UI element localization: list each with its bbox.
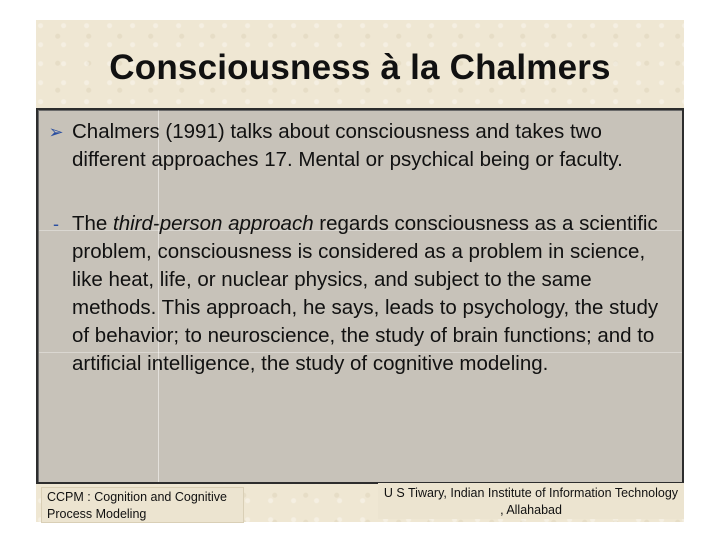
slide-title: Consciousness à la Chalmers <box>109 48 611 87</box>
bullet-emphasis: third-person approach <box>113 212 314 235</box>
footer-author: U S Tiwary, Indian Institute of Information Technology , Allahabad <box>378 483 684 519</box>
footer-course: CCPM : Cognition and Cognitive Process Modeling <box>41 487 244 523</box>
content-box <box>36 108 684 484</box>
bullet-item <box>53 210 672 378</box>
slide <box>36 20 684 522</box>
arrow-bullet-icon: ➢ <box>48 122 64 142</box>
dash-bullet-icon: - <box>53 214 59 234</box>
bullet-item <box>48 118 672 174</box>
bullet-text: Chalmers (1991) talks about consciousness and takes two different approaches 17. Mental or psychical being or faculty. <box>72 120 623 171</box>
bullet-text-prefix: The <box>72 212 114 235</box>
bullet-text-suffix: regards consciousness as a scientific problem, consciousness is considered as a problem in science, like heat, life, or nuclear physics, and subject to the same methods. This approach, he says, leads to psychology, the study of behavior; to neuroscience, the study of brain functions; and to artificial intelligence, the study of cognitive modeling. <box>72 212 659 375</box>
